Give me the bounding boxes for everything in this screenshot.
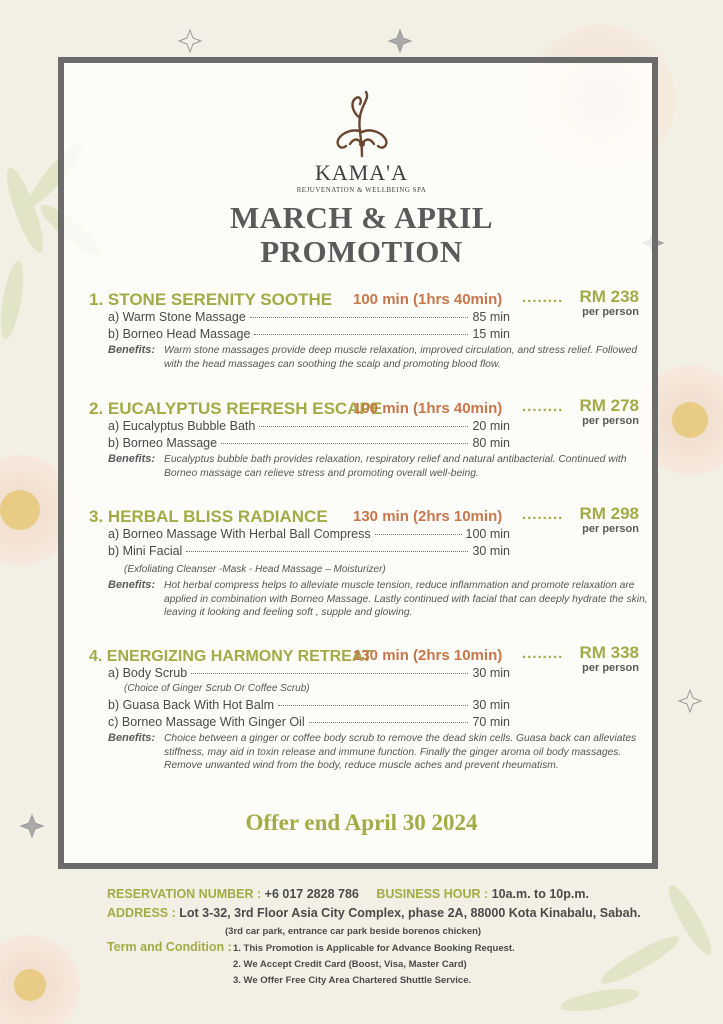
brand-tagline: REJUVENATION & WELLBEING SPA [296, 186, 427, 194]
price-per-person: per person [582, 306, 639, 318]
benefits-label: Benefits: [108, 344, 156, 356]
address-label: ADDRESS : [107, 906, 176, 920]
package-name: 4. ENERGIZING HARMONY RETREAT [89, 648, 372, 665]
benefits-text: Choice between a ginger or coffee body scrub to remove the dead skin cells. Guasa back can alleviates stiffness, may aid in toxin release and immune function. Finally the ginger aroma oil body massages. Remove unwanted wind from the body, reduce muscle aches and prevent rheumatism. [164, 733, 637, 771]
price-value: RM 278 [579, 396, 639, 415]
item-label: b) Borneo Head Massage [108, 327, 251, 341]
package-2 [89, 396, 649, 480]
address-text: Lot 3-32, 3rd Floor Asia City Complex, phase 2A, 88000 Kota Kinabalu, Sabah. [179, 906, 641, 920]
benefits-label: Benefits: [108, 453, 156, 465]
item-duration: 85 min [472, 310, 510, 324]
item-label: a) Eucalyptus Bubble Bath [108, 419, 256, 433]
price-value: RM 298 [579, 504, 639, 523]
item-duration: 30 min [472, 698, 510, 712]
package-name: 3. HERBAL BLISS RADIANCE [89, 507, 328, 526]
package-3 [89, 504, 649, 620]
package-dots: ........ [522, 645, 564, 662]
price-per-person: per person [582, 415, 639, 427]
package-price [579, 644, 639, 674]
kamaa-logo-icon [330, 88, 394, 160]
benefits [108, 579, 649, 620]
list-item [108, 527, 510, 544]
package-name: 2. EUCALYPTUS REFRESH ESCAPE [89, 399, 383, 418]
benefits-label: Benefits: [108, 579, 156, 591]
package-note: (Exfoliating Cleanser -Mask - Head Massage – Moisturizer) [124, 564, 386, 575]
item-duration: 30 min [472, 544, 510, 558]
list-item [108, 666, 510, 683]
footer-terms [107, 940, 232, 954]
item-label: b) Borneo Massage [108, 436, 218, 450]
list-item [108, 436, 510, 453]
benefits-text: Warm stone massages provide deep muscle relaxation, improved circulation, and stress relief. Followed with the head massages can soothing the scalp and promoting blood flow. [164, 345, 638, 370]
item-label: c) Borneo Massage With Ginger Oil [108, 715, 305, 729]
address-note: (3rd car park, entrance car park beside borenos chicken) [225, 926, 482, 937]
benefits [108, 453, 649, 480]
offer-end-text: Offer end April 30 2024 [245, 810, 478, 835]
reservation-number[interactable]: +6 017 2828 786 [264, 887, 359, 901]
benefits-text: Eucalyptus bubble bath provides relaxation, respiratory relief and natural antibacterial. Continued with Borneo massage can relieve stress and promoting overall well-being. [164, 454, 627, 479]
promo-title-line2: PROMOTION [260, 234, 463, 269]
item-duration: 20 min [472, 419, 510, 433]
item-label: a) Warm Stone Massage [108, 310, 246, 324]
terms-label: Term and Condition : [107, 940, 232, 954]
terms-item: 1. This Promotion is Applicable for Advance Booking Request. [233, 943, 515, 954]
hours-label: BUSINESS HOUR : [376, 887, 489, 901]
package-duration: 100 min (1hrs 40min) [353, 400, 503, 417]
terms-item: 3. We Offer Free City Area Chartered Shuttle Service. [233, 975, 472, 986]
benefits [108, 732, 649, 773]
package-note: (Choice of Ginger Scrub Or Coffee Scrub) [124, 683, 310, 694]
item-duration: 70 min [472, 715, 510, 729]
price-value: RM 238 [579, 287, 639, 306]
item-label: a) Borneo Massage With Herbal Ball Compress [108, 527, 371, 541]
package-1 [89, 287, 649, 371]
package-price [579, 505, 639, 535]
business-hours: 10a.m. to 10p.m. [491, 887, 589, 901]
list-item [108, 715, 510, 732]
brand-name: KAMA'A [314, 160, 409, 185]
price-per-person: per person [582, 523, 639, 535]
list-item [108, 698, 510, 715]
price-value: RM 338 [579, 643, 639, 662]
terms-item: 2. We Accept Credit Card (Boost, Visa, Master Card) [233, 959, 467, 970]
footer-reservation-row [107, 887, 589, 901]
reservation-label: RESERVATION NUMBER : [107, 887, 262, 901]
item-duration: 15 min [472, 327, 510, 341]
benefits-text: Hot herbal compress helps to alleviate muscle tension, reduce inflammation and promote relaxation are applied in combination with Borneo Massage. Lastly continued with facial that can deeply hydrate the skin, leaving it looking and feeling soft , supple and glowing. [164, 580, 648, 618]
item-duration: 30 min [472, 666, 510, 680]
package-price [579, 288, 639, 318]
package-dots: ........ [522, 506, 564, 523]
list-item [108, 419, 510, 436]
list-item [108, 544, 510, 561]
package-duration: 130 min (2hrs 10min) [353, 647, 503, 664]
item-label: b) Mini Facial [108, 544, 183, 558]
item-duration: 100 min [465, 527, 510, 541]
package-dots: ........ [522, 398, 564, 415]
package-price [579, 397, 639, 427]
package-duration: 100 min (1hrs 40min) [353, 291, 503, 308]
benefits-label: Benefits: [108, 732, 156, 744]
item-duration: 80 min [472, 436, 510, 450]
promo-title-line1: MARCH & APRIL [229, 200, 494, 235]
benefits [108, 344, 649, 371]
price-per-person: per person [582, 662, 639, 674]
package-duration: 130 min (2hrs 10min) [353, 508, 503, 525]
footer-address-row [107, 906, 641, 920]
item-label: a) Body Scrub [108, 666, 188, 680]
list-item [108, 310, 510, 327]
item-label: b) Guasa Back With Hot Balm [108, 698, 275, 712]
list-item [108, 327, 510, 344]
package-name: 1. STONE SERENITY SOOTHE [89, 290, 333, 309]
package-4 [89, 643, 649, 773]
package-dots: ........ [522, 289, 564, 306]
